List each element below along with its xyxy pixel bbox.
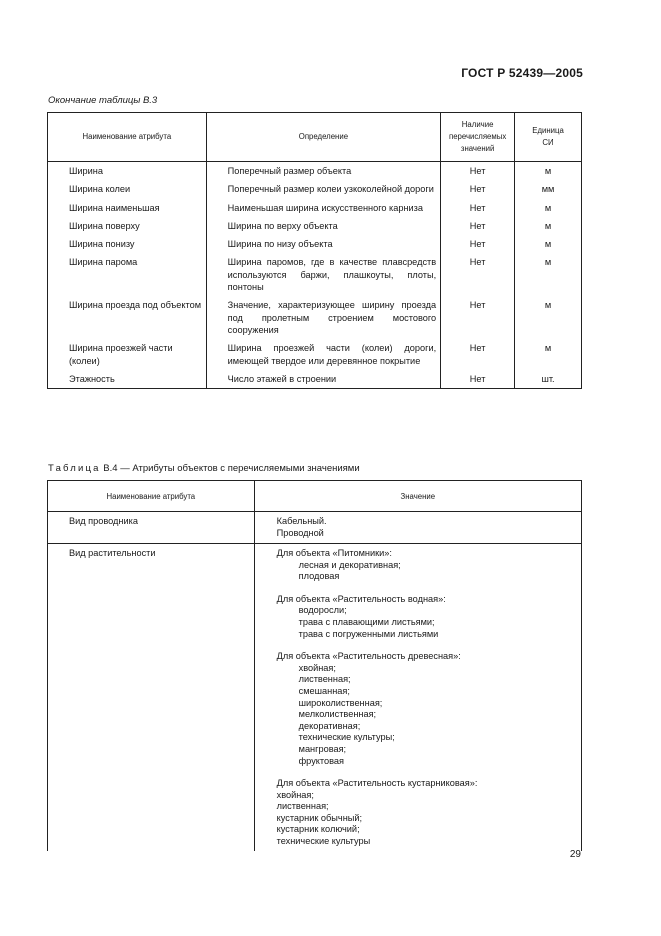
attribute-definition: Ширина паромов, где в качестве плавсредств используются баржи, плашкоуты, плоты, понтоны (227, 257, 437, 293)
value-option: мелколиственная; (298, 709, 377, 720)
table-row (48, 199, 582, 217)
value-option: смешанная; (298, 685, 350, 696)
value-group (277, 548, 575, 583)
table-row (48, 235, 582, 253)
attribute-definition: Поперечный размер колеи узкоколейной дороги (227, 184, 434, 195)
table-row (48, 253, 582, 296)
enum-flag: Нет (441, 217, 515, 235)
attribute-definition: Наименьшая ширина искусственного карниза (227, 202, 423, 213)
value-item: Кабельный. (276, 516, 327, 526)
col-header-unit-line: СИ (542, 138, 554, 147)
attribute-name: Вид проводника (69, 516, 138, 526)
value-option: водоросли; (298, 605, 347, 616)
value-option: кустарник колючий; (276, 824, 360, 835)
unit-value: м (515, 235, 582, 253)
table-row (48, 544, 582, 851)
value-group (277, 651, 575, 767)
value-option: трава с погруженными листьями (298, 628, 439, 639)
col-header-enum-line: Наличие (461, 120, 494, 129)
attribute-name: Ширина поверху (69, 220, 140, 231)
value-option: декоративная; (298, 720, 361, 731)
attribute-name: Ширина колеи (69, 184, 131, 195)
col-header-enum-values (441, 113, 515, 162)
value-group-title: Для объекта «Растительность кустарниковая»: (276, 778, 478, 789)
unit-value: м (515, 199, 582, 217)
table-row (48, 162, 582, 181)
col-header-definition: Определение (206, 113, 440, 162)
value-group-title: Для объекта «Растительность древесная»: (276, 651, 461, 662)
unit-value: шт. (515, 370, 582, 389)
attribute-definition: Число этажей в строении (227, 373, 337, 384)
table-row (48, 339, 582, 370)
table-b4 (47, 480, 582, 851)
value-option: лесная и декоративная; (298, 559, 401, 570)
enum-flag: Нет (441, 235, 515, 253)
table-b4-caption-prefix: Таблица (48, 463, 101, 474)
table-row (48, 296, 582, 339)
unit-value: м (515, 339, 582, 370)
value-group (277, 594, 575, 640)
attribute-name: Вид растительности (69, 548, 156, 558)
value-option: хвойная; (298, 662, 336, 673)
value-option: хвойная; (276, 789, 314, 800)
attribute-definition: Значение, характеризующее ширину проезда под пролетным строением мостового сооружения (227, 300, 437, 335)
value-option: трава с плавающими листьями; (298, 616, 435, 627)
unit-value: м (515, 253, 582, 296)
enum-flag: Нет (441, 199, 515, 217)
enum-flag: Нет (441, 253, 515, 296)
col-header-unit-line: Единица (532, 126, 564, 135)
value-group-title: Для объекта «Питомники»: (276, 548, 392, 558)
table-row (48, 180, 582, 198)
enum-flag: Нет (441, 162, 515, 181)
value-group-title: Для объекта «Растительность водная»: (276, 593, 446, 604)
table-row (48, 370, 582, 389)
value-group (277, 778, 575, 848)
value-option: технические культуры (276, 836, 371, 847)
value-option: кустарник обычный; (276, 812, 363, 823)
col-header-unit (515, 113, 582, 162)
document-id: ГОСТ Р 52439—2005 (461, 66, 583, 80)
value-option: технические культуры; (298, 732, 395, 743)
enum-flag: Нет (441, 180, 515, 198)
attribute-name: Ширина понизу (69, 239, 135, 250)
col-header-enum-line: значений (460, 144, 495, 153)
attribute-definition: Ширина по низу объекта (227, 239, 333, 250)
col-header-attribute-name: Наименование атрибута (48, 113, 207, 162)
enum-flag: Нет (441, 370, 515, 389)
attribute-name: Ширина наименьшая (69, 202, 160, 213)
unit-value: м (515, 217, 582, 235)
page-number: 29 (569, 849, 581, 860)
attribute-name: Ширина парома (69, 257, 138, 268)
value-option: плодовая (298, 571, 340, 582)
table-b3-caption: Окончание таблицы В.3 (48, 95, 158, 106)
enum-flag: Нет (441, 296, 515, 339)
value-option: лиственная; (298, 674, 351, 685)
unit-value: мм (515, 180, 582, 198)
table-b3 (47, 112, 582, 389)
unit-value: м (515, 296, 582, 339)
col-header-value: Значение (254, 481, 581, 512)
attribute-definition: Ширина по верху объекта (227, 220, 338, 231)
value-option: мангровая; (298, 743, 347, 754)
table-row (48, 512, 582, 544)
table-row (48, 217, 582, 235)
table-b4-caption (48, 463, 360, 474)
col-header-attribute-name: Наименование атрибута (48, 481, 255, 512)
value-item: Проводной (276, 527, 324, 538)
col-header-enum-line: перечисляемых (448, 132, 507, 141)
attribute-name: Ширина проезжей части (колеи) (69, 343, 173, 366)
value-option: широколиственная; (298, 697, 383, 708)
attribute-name: Ширина проезда под объектом (69, 300, 202, 311)
unit-value: м (515, 162, 582, 181)
table-b4-caption-text: В.4 — Атрибуты объектов с перечисляемыми значениями (100, 463, 360, 474)
attribute-name: Ширина (69, 166, 103, 176)
value-option: лиственная; (276, 801, 329, 812)
attribute-name: Этажность (69, 373, 115, 384)
enum-flag: Нет (441, 339, 515, 370)
attribute-definition: Поперечный размер объекта (227, 166, 352, 176)
value-option: фруктовая (298, 755, 344, 766)
attribute-definition: Ширина проезжей части (колеи) дороги, имеющей твердое или деревянное покрытие (227, 343, 437, 366)
